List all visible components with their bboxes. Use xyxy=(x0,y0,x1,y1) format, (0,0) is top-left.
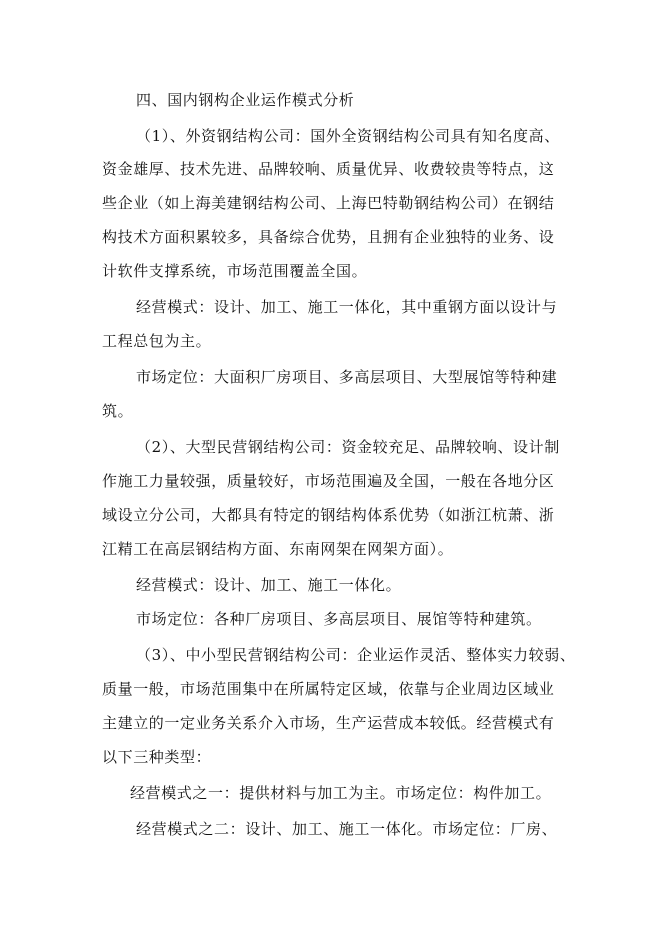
paragraph-line: 资金雄厚、技术先进、品牌较响、质量优异、收费较贵等特点，这 xyxy=(102,160,555,178)
paragraph-line: 主建立的一定业务关系介入市场，生产运营成本较低。经营模式有 xyxy=(102,714,555,732)
paragraph-line: 江精工在高层钢结构方面、东南网架在网架方面）。 xyxy=(102,540,454,558)
paragraph-line: 工程总包为主。 xyxy=(102,332,212,350)
paragraph-line: 市场定位：各种厂房项目、多高层项目、展馆等特种建筑。 xyxy=(136,610,542,628)
section-heading: 四、国内钢构企业运作模式分析 xyxy=(136,91,355,109)
paragraph-line: 筑。 xyxy=(102,402,134,420)
paragraph-line: 以下三种类型： xyxy=(102,748,212,766)
paragraph-line: 域设立分公司，大都具有特定的钢结构体系优势（如浙江杭萧、浙 xyxy=(102,506,555,524)
paragraph-line: 计软件支撑系统，市场范围覆盖全国。 xyxy=(102,262,368,280)
paragraph-line: （3）、中小型民营钢结构公司：企业运作灵活、整体实力较弱、 xyxy=(136,646,576,664)
paragraph-line: 经营模式：设计、加工、施工一体化，其中重钢方面以设计与 xyxy=(136,298,558,316)
paragraph-line: （1）、外资钢结构公司：国外全资钢结构公司具有知名度高、 xyxy=(136,127,560,145)
paragraph-line: 些企业（如上海美建钢结构公司、上海巴特勒钢结构公司）在钢结 xyxy=(102,194,555,212)
paragraph-line: （2）、大型民营钢结构公司：资金较充足、品牌较响、设计制 xyxy=(136,438,560,456)
paragraph-line: 构技术方面积累较多，具备综合优势，且拥有企业独特的业务、设 xyxy=(102,228,555,246)
paragraph-line: 经营模式之二：设计、加工、施工一体化。市场定位：厂房、 xyxy=(136,820,558,838)
paragraph-line: 作施工力量较强，质量较好，市场范围遍及全国，一般在各地分区 xyxy=(102,472,555,490)
paragraph-line: 经营模式：设计、加工、施工一体化。 xyxy=(136,576,402,594)
paragraph-line: 市场定位：大面积厂房项目、多高层项目、大型展馆等特种建 xyxy=(136,368,558,386)
paragraph-line: 经营模式之一：提供材料与加工为主。市场定位：构件加工。 xyxy=(130,784,552,802)
paragraph-line: 质量一般，市场范围集中在所属特定区域，依靠与企业周边区域业 xyxy=(102,680,555,698)
